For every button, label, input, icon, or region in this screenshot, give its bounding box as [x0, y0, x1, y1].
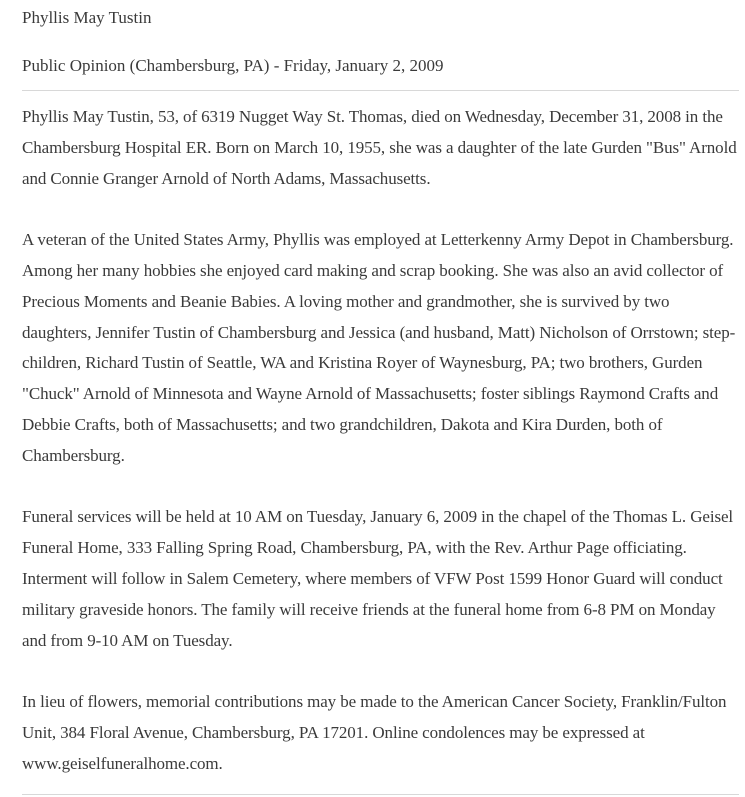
header-divider [22, 90, 739, 91]
publication-source-line: Public Opinion (Chambersburg, PA) - Friday, January 2, 2009 [22, 56, 444, 75]
obituary-body [22, 102, 742, 780]
footer-divider [22, 794, 739, 795]
paragraph-death-notice: Phyllis May Tustin, 53, of 6319 Nugget Way St. Thomas, died on Wednesday, December 31, 2008 in the Chambersburg Hospital ER. Born on March 10, 1955, she was a daughter of the late Gurden "Bus" Arnold and Connie Granger Arnold of North Adams, Massachusetts. [22, 107, 737, 188]
paragraph-life-and-survivors: A veteran of the United States Army, Phyllis was employed at Letterkenny Army Depot in Chambersburg. Among her many hobbies she enjoyed card making and scrap booking. She was also an avid collector of Precious Moments and Beanie Babies. A loving mother and grandmother, she is survived by two daughters, Jennifer Tustin of Chambersburg and Jessica (and husband, Matt) Nicholson of Orrstown; step-children, Richard Tustin of Seattle, WA and Kristina Royer of Waynesburg, PA; two brothers, Gurden "Chuck" Arnold of Minnesota and Wayne Arnold of Massachusetts; foster siblings Raymond Crafts and Debbie Crafts, both of Massachusetts; and two grandchildren, Dakota and Kira Durden, both of Chambersburg. [22, 230, 736, 465]
obituary-name: Phyllis May Tustin [22, 8, 152, 27]
paragraph-memorial-contributions: In lieu of flowers, memorial contributions may be made to the American Cancer Society, Franklin/Fulton Unit, 384 Floral Avenue, Chambersburg, PA 17201. Online condolences may be expressed at www.geiselfuneralhome.com. [22, 692, 727, 773]
paragraph-funeral-services: Funeral services will be held at 10 AM on Tuesday, January 6, 2009 in the chapel of the Thomas L. Geisel Funeral Home, 333 Falling Spring Road, Chambersburg, PA, with the Rev. Arthur Page officiating. Interment will follow in Salem Cemetery, where members of VFW Post 1599 Honor Guard will conduct military graveside honors. The family will receive friends at the funeral home from 6-8 PM on Monday and from 9-10 AM on Tuesday. [22, 507, 734, 650]
